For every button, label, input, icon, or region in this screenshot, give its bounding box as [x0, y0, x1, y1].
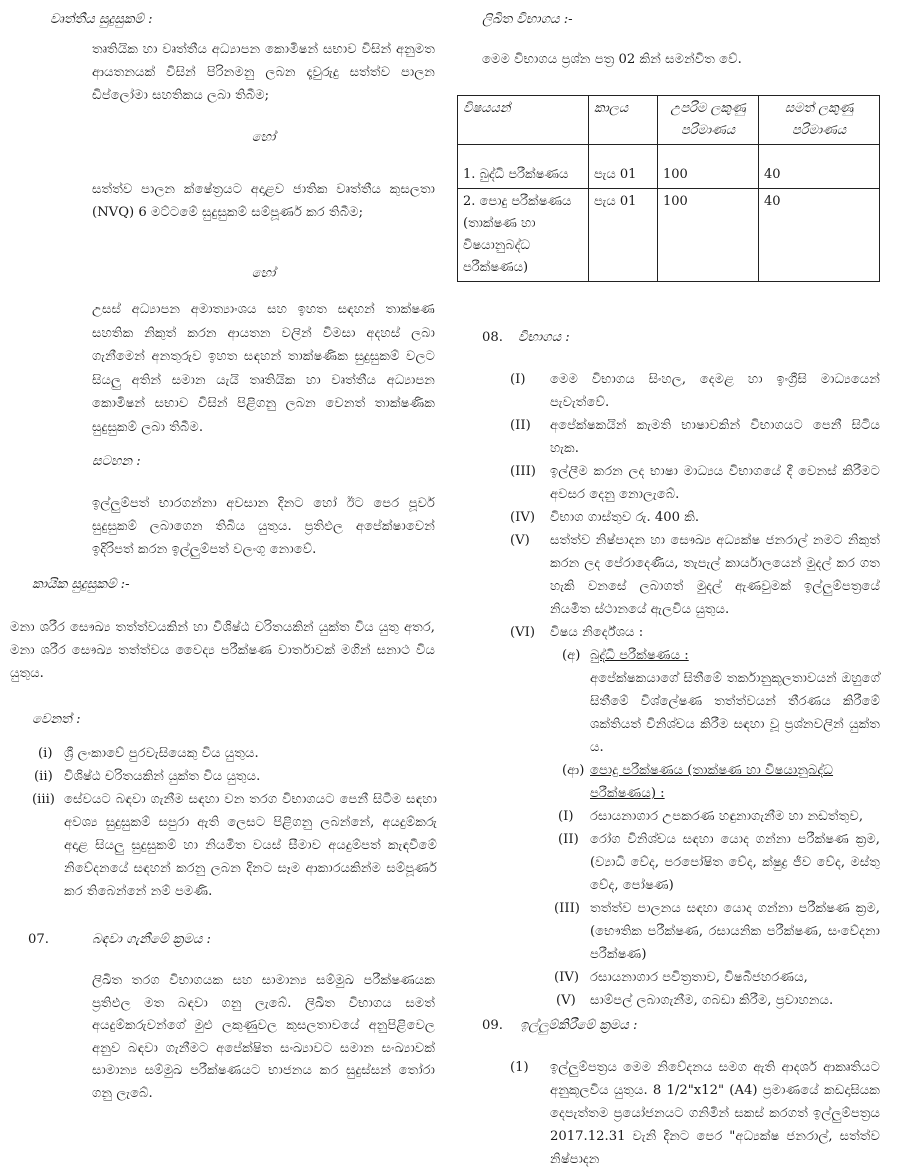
list-text: සත්ත්ව නිෂ්පාදන හා සෞඛ්‍ය අධ්‍යක්ෂ ජනරාල් නමට නිකුත් කරන ලද පේරාදෙණිය, තැපැල් කාර්යාලයෙන් මුදල් කර ගත හැකි වනසේ ලබාගත් මුදල් ඇණවුමක් ඉල්ලුම්පත්‍රයේ නියමිත ස්ථානයේ ඇලවිය යුතුය.: [550, 533, 880, 617]
paragraph-professional-1: තෘතියික හා වෘත්තීය අධ්‍යාපන කොමිෂන් සභාව විසින් අනුමත ආයතනයක් විසින් පිරිනමනු ලබන දෑවුරුදු සත්ත්ව පාලන ඩිප්ලෝමා සහතිකය ලබා තිබීම;: [92, 42, 435, 103]
list-number: (III): [554, 901, 580, 916]
exam-table: [457, 95, 880, 282]
section-09-title: ඉල්ලුම්කිරීමේ ක්‍රමය :: [520, 1018, 638, 1033]
list-text: ඉල්ලුම්පත්‍රය මෙම නිවේදනය සමග ඇති ආදර්ශ ආකෘතියට අනුකූලවිය යුතුය. 8 1/2"x12" (A4) ප්‍රමාණයේ කඩදාසියක දෙපැත්තම ප්‍රයෝජනයට ගනිමින් සකස් කරගත් ඉල්ලුම්පත්‍රය 2017.12.31 වැනි දිනට පෙර "අධ්‍යක්ෂ ජනරාල්, සත්ත්ව නිෂ්පාදන: [550, 1060, 880, 1167]
list-item: [510, 460, 880, 506]
list-text: තත්ත්ව පාලනය සඳහා යොද ගන්නා පරීක්ෂණ ක්‍රම, (භෞතික පරීක්ෂණ, රසායනික පරීක්ෂණ, සංවේදනා පරීක්ෂණ): [590, 901, 880, 962]
paragraph-physical: මනා ශරීර සෞඛ්‍ය තත්ත්වයකින් හා විශිෂ්ඨ චරිතයකින් යුක්ත විය යුතු අතර, මනා ශරීර සෞඛ්‍ය තත්ත්වය වෛද්‍ය පරීක්ෂණ වාර්තාවක් මගින් සනාථ විය යුතුය.: [10, 620, 435, 681]
table-cell: 100: [658, 189, 759, 282]
list-item: [510, 897, 880, 966]
list-text: රෝග විනිශ්චය සඳහා යොද ගන්නා පරීක්ෂණ ක්‍රම, (ව්‍යාධි වේද, පරපෝෂිත වේද, ක්ෂුද්‍ර ජීව වේද, මස්තු වේද, පෝෂණ): [590, 832, 880, 893]
list-text: ඉල්ලීම කරන ලද භාෂා මාධ්‍යය විභාගයේ දී වෙනස් කිරීමට අවසර දෙනු නොලැබේ.: [550, 464, 880, 502]
heading-professional-qualifications: වෘත්තීය සුදුසුකම් :: [50, 12, 153, 27]
exam-list: [510, 368, 880, 1012]
paragraph-written-exam: මෙම විභාගය ප්‍රශ්න පත්‍ර 02 කින් සමන්විත වේ.: [482, 52, 742, 67]
list-number: (1): [510, 1060, 529, 1075]
other-list: [32, 742, 437, 903]
table-row: [458, 145, 880, 189]
paragraph-professional-3: උසස් අධ්‍යාපන අමාත්‍යාංශය සහ ඉහත සඳහන් තාක්ෂණ සහතික නිකුත් කරන ආයතන වලින් විමසා අදහස් ලබා ගැනීමෙන් අනතුරුව ඉහත සඳහන් තාක්ෂණික සුදුසුකම් වලට සියලු අතින් සමාන යැයි තෘතියික හා වෘත්තීය අධ්‍යාපන කොමිෂන් සභාව විසින් පිළිගනු ලබන වෙනත් තාක්ෂණික සුදුසුකම් ලබා තිබීම.: [92, 302, 435, 435]
table-cell: පැය 01: [589, 189, 658, 282]
or-separator-1: හෝ: [251, 130, 276, 145]
list-text: විශිෂ්ඨ චරිතයකින් යුක්ත විය යුතුය.: [64, 769, 261, 784]
list-item: [510, 506, 880, 529]
list-item: [510, 828, 880, 897]
list-item: [510, 414, 880, 460]
list-number: (ආ): [562, 763, 585, 778]
list-number: (i): [38, 746, 53, 761]
subsection-title: පොදු පරීක්ෂණය (තාක්ෂණ හා විෂයානුබද්ධ පරීක්ෂණය) :: [590, 763, 834, 801]
list-number: (II): [558, 832, 579, 847]
list-item: [510, 805, 880, 828]
table-row: [458, 189, 880, 282]
list-number: (IV): [510, 510, 536, 525]
table-header: සමත් ලකුණු පරිමාණය: [759, 96, 880, 145]
subsection-aa: [510, 759, 880, 805]
subsection-title: බුද්ධි පරීක්ෂණය :: [590, 648, 689, 663]
list-number: (II): [510, 418, 531, 433]
list-text: අපේක්ෂකයින් කැමති භාෂාවකින් විභාගයට පෙනී සිටිය හැක.: [550, 418, 880, 456]
heading-written-exam: ලිඛිත විභාගය :-: [482, 12, 573, 27]
list-text: ශ්‍රී ලංකාවේ පුරවැසියෙකු විය යුතුය.: [64, 746, 259, 761]
list-item: [510, 368, 880, 414]
list-item: [510, 621, 880, 644]
table-header: උපරිම ලකුණු පරිමාණය: [658, 96, 759, 145]
list-text: විභාග ගාස්තුව රු. 400 කි.: [550, 510, 700, 525]
list-item: [32, 788, 437, 903]
subsection-a: [510, 644, 880, 667]
table-header: විෂයයන්: [458, 96, 589, 145]
table-cell: පැය 01: [589, 145, 658, 189]
paragraph-note: ඉල්ලුම්පත් භාරගන්නා අවසාන දිනට හෝ ඊට පෙර පූර්ව සුදුසුකම් ලබාගෙන තිබිය යුතුය. ප්‍රතිඵල අපේක්ෂාවෙන් ඉදිරිපත් කරන ඉල්ලුම්පත් වලංගු නොවේ.: [92, 496, 435, 557]
list-text: රසායනාගාර උපකරණ හඳුනාගැනීම හා නඩත්තුව,: [590, 809, 864, 824]
list-text: රසායනාගාර පවිත්‍රතාව, විෂබීජහරණය,: [590, 970, 808, 985]
list-number: (V): [556, 993, 576, 1008]
list-item: [510, 529, 880, 621]
list-item: [510, 989, 880, 1012]
list-text: විෂය නිර්දේශය :: [550, 625, 644, 640]
heading-physical-qualifications: කායික සුදුසුකම් :-: [32, 577, 130, 592]
section-07-title: බඳවා ගැනීමේ ක්‍රමය :: [92, 932, 211, 947]
table-header-row: [458, 96, 880, 145]
table-cell: 40: [759, 189, 880, 282]
or-separator-2: හෝ: [251, 266, 276, 281]
list-text: සාම්පල් ලබාගැනීම, ගබඩා කිරීම, ප්‍රවාහනය.: [590, 993, 834, 1008]
application-method-item: [510, 1056, 880, 1171]
section-07-number: 07.: [28, 932, 49, 947]
table-cell: 1. බුද්ධි පරීක්ෂණය: [458, 145, 589, 189]
section-09-number: 09.: [482, 1018, 503, 1033]
section-08-title: විභාගය :: [518, 330, 570, 345]
list-number: (අ): [562, 648, 581, 663]
list-item: [32, 742, 437, 765]
table-cell: 2. පොදු පරීක්ෂණය (තාක්ෂණ හා විෂයානුබද්ධ පරීක්ෂණය): [458, 189, 589, 282]
list-number: (V): [510, 533, 530, 548]
section-08-number: 08.: [482, 330, 503, 345]
list-number: (III): [510, 464, 536, 479]
table-cell: 100: [658, 145, 759, 189]
list-item: [510, 966, 880, 989]
list-item: [32, 765, 437, 788]
heading-other: වෙනත් :: [32, 712, 81, 727]
list-number: (I): [510, 372, 526, 387]
list-number: (ii): [34, 769, 53, 784]
list-text: සේවයට බඳවා ගැනීම සඳහා වන තරග විභාගයට පෙනී සිටීම සඳහා අවශ්‍ය සුදුසුකම් සපුරා ඇති ලෙසට පිළිගනු ලබන්නේ, අයදුම්කරු අදාළ සියලු සුදුසුකම් හා නියමිත වයස් සීමාව අයදුම්පත් කැඳවීමේ නිවේදනයේ සඳහන් කරනු ලබන දිනට සෑම ආකාරයකින්ම සම්පූර්ණ කර තිබෙන්නේ නම් පමණි.: [64, 792, 437, 899]
list-number: (iii): [32, 792, 55, 807]
table-cell: 40: [759, 145, 880, 189]
list-number: (IV): [554, 970, 580, 985]
list-text: මෙම විභාගය සිංහල, දෙමළ හා ඉංග්‍රීසි මාධ්‍යයෙන් පැවැත්වේ.: [550, 372, 880, 410]
paragraph-professional-2: සත්ත්ව පාලන ක්ෂේත්‍රයට අදාළව ජාතික වෘත්තීය කුසලතා (NVQ) 6 මට්ටමේ සුදුසුකම් සම්පූර්ණ කර තිබීම;: [92, 182, 435, 220]
heading-note: සටහන :: [92, 454, 141, 469]
list-number: (VI): [510, 625, 536, 640]
paragraph-recruitment-method: ලිඛිත තරග විභාගයක සහ සාමාන්‍ය සම්මුඛ පරීක්ෂණයක ප්‍රතිඵල මත බඳවා ගනු ලැබේ. ලිඛිත විභාගය සමත් අයදුම්කරුවන්ගේ මුළු ලකුණුවල කුසලතාවයේ අනුපිළිවෙල අනුව බඳවා ගැනීමට අපේක්ෂිත සංඛ්‍යාවට සමාන සංඛ්‍යාවක් සාමාන්‍ය සම්මුඛ පරීක්ෂණයට භාජනය කර සුදුස්සන් තෝරා ගනු ලැබේ.: [92, 973, 435, 1101]
list-number: (I): [558, 809, 574, 824]
table-header: කාලය: [589, 96, 658, 145]
subsection-a-text: අපේක්ෂකයාගේ සිතීමේ තර්කානුකූලතාවයන් ඔහුගේ සිතීමේ විශ්ලේෂණ තත්ත්වයන් තීරණය කිරීමේ ශක්තියත් විනිශ්චය කිරීම සඳහා වූ ප්‍රශ්නවලින් යුක්ත ය.: [590, 671, 880, 755]
